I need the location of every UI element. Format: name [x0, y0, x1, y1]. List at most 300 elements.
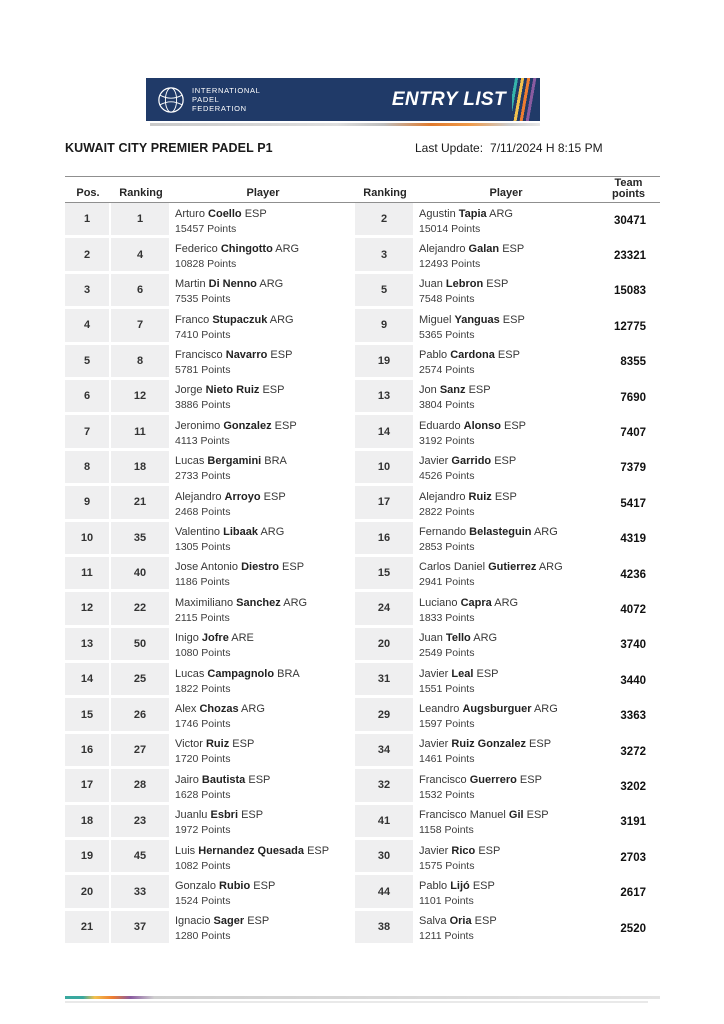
- player-first-name: Juan: [419, 278, 443, 291]
- ranking-cell-left: 45: [111, 840, 171, 875]
- table-row: [65, 522, 660, 557]
- player-first-name: Jorge: [175, 384, 203, 397]
- player-points-value: 1186: [175, 576, 198, 589]
- table-row: [65, 875, 660, 910]
- player-points-value: 1524: [175, 894, 199, 907]
- table-header: [65, 176, 660, 203]
- player-points-value: 2853: [419, 541, 443, 554]
- banner-color-stripes-decoration: [512, 78, 540, 121]
- pos-cell: 8: [65, 451, 111, 486]
- player-name-right: [419, 879, 597, 893]
- player-first-name: Victor: [175, 738, 203, 751]
- player-first-name: Lucas: [175, 455, 205, 468]
- header-banner: [146, 78, 540, 121]
- player-cell-right: [415, 486, 597, 521]
- player-country: ARG: [275, 242, 300, 255]
- player-last-name: Campagnolo: [207, 667, 275, 680]
- player-last-name: Ruiz: [205, 738, 230, 751]
- player-first-name: Leandro: [419, 702, 460, 715]
- player-name-left: [175, 808, 355, 822]
- player-first-name: Gonzalo: [175, 879, 216, 892]
- player-name-left: [175, 277, 355, 291]
- points-suffix: Points: [200, 434, 230, 447]
- last-update: [415, 141, 603, 155]
- pos-cell: 3: [65, 274, 111, 309]
- ranking-cell-left: 11: [111, 415, 171, 450]
- points-suffix: Points: [445, 434, 475, 447]
- ranking-cell-right: 32: [355, 769, 415, 804]
- points-suffix: Points: [445, 364, 475, 377]
- player-last-name: Ruiz: [468, 490, 492, 503]
- ranking-cell-right: 5: [355, 274, 415, 309]
- player-cell-right: [415, 663, 597, 698]
- player-first-name: Carlos Daniel: [419, 561, 486, 574]
- player-first-name: Alejandro: [419, 242, 466, 255]
- player-last-name: Chingotto: [220, 242, 273, 255]
- player-name-right: [419, 383, 597, 397]
- player-country: ARG: [494, 596, 519, 609]
- ranking-cell-left: 12: [111, 380, 171, 415]
- points-suffix: Points: [445, 611, 475, 624]
- player-points-left: [175, 363, 355, 377]
- player-country: ESP: [497, 349, 520, 362]
- points-suffix: Points: [445, 470, 475, 483]
- player-name-left: [175, 773, 355, 787]
- ranking-cell-right: 3: [355, 238, 415, 273]
- player-points-value: 7535: [175, 293, 199, 306]
- player-cell-right: [415, 805, 597, 840]
- ipf-logo: [146, 86, 261, 114]
- player-points-value: 1082: [175, 859, 199, 872]
- ranking-cell-left: 23: [111, 805, 171, 840]
- player-first-name: Jose Antonio: [175, 561, 238, 574]
- player-cell-left: [171, 345, 355, 380]
- pos-cell: 2: [65, 238, 111, 273]
- points-suffix: Points: [200, 576, 230, 589]
- player-points-left: [175, 894, 355, 908]
- ranking-cell-right: 30: [355, 840, 415, 875]
- player-country: ESP: [476, 667, 499, 680]
- player-country: ARE: [231, 632, 254, 645]
- player-name-right: [419, 454, 597, 468]
- player-points-left: [175, 398, 355, 412]
- player-name-left: [175, 631, 355, 645]
- ranking-cell-left: 37: [111, 911, 171, 946]
- points-suffix: Points: [444, 894, 474, 907]
- points-suffix: Points: [201, 541, 231, 554]
- player-country: ESP: [262, 384, 285, 397]
- ranking-cell-right: 10: [355, 451, 415, 486]
- player-name-right: [419, 808, 597, 822]
- player-last-name: Cardona: [450, 349, 495, 362]
- player-first-name: Martin: [175, 278, 206, 291]
- player-last-name: Sanchez: [236, 596, 281, 609]
- points-suffix: Points: [445, 399, 475, 412]
- player-last-name: Gil: [508, 809, 524, 822]
- player-points-value: 1833: [419, 611, 443, 624]
- player-country: ARG: [533, 526, 558, 539]
- player-name-right: [419, 631, 597, 645]
- player-cell-left: [171, 486, 355, 521]
- player-points-left: [175, 257, 355, 271]
- ranking-cell-left: 7: [111, 309, 171, 344]
- player-last-name: Gonzalez: [223, 419, 272, 432]
- footer-gray-line: [65, 1001, 648, 1003]
- player-country: ESP: [529, 738, 552, 751]
- player-cell-left: [171, 309, 355, 344]
- ranking-cell-left: 21: [111, 486, 171, 521]
- player-first-name: Alejandro: [175, 490, 222, 503]
- points-suffix: Points: [201, 824, 231, 837]
- ranking-cell-right: 2: [355, 203, 415, 238]
- team-points-cell: 7690: [620, 391, 646, 404]
- ranking-cell-left: 1: [111, 203, 171, 238]
- table-row: [65, 238, 660, 273]
- banner-underline-decoration: [150, 123, 540, 126]
- player-points-value: 2733: [175, 470, 199, 483]
- player-cell-left: [171, 238, 355, 273]
- player-last-name: Lijó: [450, 879, 470, 892]
- player-cell-right: [415, 345, 597, 380]
- ranking-cell-right: 9: [355, 309, 415, 344]
- player-country: ARG: [489, 207, 513, 220]
- team-points-cell: 4072: [620, 603, 646, 616]
- pos-cell: 11: [65, 557, 111, 592]
- player-last-name: Oria: [449, 915, 472, 928]
- player-first-name: Alejandro: [419, 490, 466, 503]
- points-suffix: Points: [445, 859, 475, 872]
- player-first-name: Valentino: [175, 526, 221, 539]
- player-country: ESP: [468, 384, 491, 397]
- player-last-name: Capra: [460, 596, 492, 609]
- player-name-right: [419, 596, 597, 610]
- table-row: [65, 486, 660, 521]
- player-points-value: 3804: [419, 399, 443, 412]
- tournament-title: KUWAIT CITY PREMIER PADEL P1: [65, 141, 273, 155]
- player-name-left: [175, 914, 355, 928]
- player-name-left: [175, 348, 355, 362]
- pos-cell: 7: [65, 415, 111, 450]
- player-country: ARG: [260, 526, 285, 539]
- player-points-left: [175, 540, 355, 554]
- player-last-name: Augsburguer: [462, 702, 532, 715]
- header-pos: Pos.: [76, 187, 100, 199]
- player-points-right: [419, 823, 597, 837]
- ranking-cell-right: 38: [355, 911, 415, 946]
- player-name-left: [175, 560, 355, 574]
- table-row: [65, 628, 660, 663]
- ranking-cell-left: 22: [111, 592, 171, 627]
- player-points-left: [175, 434, 355, 448]
- team-points-cell: 3740: [620, 639, 646, 652]
- player-points-left: [175, 646, 355, 660]
- player-points-value: 2549: [419, 647, 443, 660]
- player-country: ESP: [526, 809, 549, 822]
- player-points-value: 15014: [419, 222, 449, 235]
- player-points-value: 1532: [419, 788, 443, 801]
- pos-cell: 14: [65, 663, 111, 698]
- player-country: ARG: [241, 702, 265, 715]
- player-name-right: [419, 560, 597, 574]
- player-name-left: [175, 879, 355, 893]
- player-points-value: 2468: [175, 505, 199, 518]
- pos-cell: 17: [65, 769, 111, 804]
- table-row: [65, 769, 660, 804]
- player-points-right: [419, 575, 597, 589]
- points-suffix: Points: [201, 470, 231, 483]
- player-country: ESP: [504, 419, 527, 432]
- pos-cell: 21: [65, 911, 111, 946]
- ipf-org-name-line: INTERNATIONAL: [192, 86, 261, 95]
- ranking-cell-left: 50: [111, 628, 171, 663]
- player-name-right: [419, 242, 597, 256]
- player-points-right: [419, 469, 597, 483]
- player-points-right: [419, 292, 597, 306]
- player-first-name: Juan: [419, 632, 443, 645]
- player-points-value: 1575: [419, 859, 443, 872]
- ranking-cell-right: 17: [355, 486, 415, 521]
- player-cell-left: [171, 415, 355, 450]
- pos-cell: 13: [65, 628, 111, 663]
- player-points-right: [419, 752, 597, 766]
- player-first-name: Luis: [175, 844, 196, 857]
- player-country: ESP: [519, 773, 542, 786]
- player-points-left: [175, 328, 355, 342]
- player-last-name: Galan: [468, 242, 500, 255]
- player-cell-left: [171, 911, 355, 946]
- player-first-name: Juanlu: [175, 809, 208, 822]
- player-points-right: [419, 222, 597, 236]
- player-country: ESP: [474, 915, 497, 928]
- player-cell-right: [415, 415, 597, 450]
- player-points-left: [175, 611, 355, 625]
- ranking-cell-right: 14: [355, 415, 415, 450]
- entry-list-banner-title: ENTRY LIST: [391, 89, 506, 110]
- ranking-cell-right: 34: [355, 734, 415, 769]
- player-points-right: [419, 257, 597, 271]
- player-cell-right: [415, 875, 597, 910]
- player-first-name: Arturo: [175, 207, 205, 220]
- ipf-org-name-line: FEDERATION: [192, 104, 247, 113]
- player-points-left: [175, 469, 355, 483]
- player-cell-left: [171, 663, 355, 698]
- player-points-right: [419, 611, 597, 625]
- player-country: BRA: [277, 667, 300, 680]
- player-cell-left: [171, 734, 355, 769]
- player-last-name: Sager: [213, 915, 245, 928]
- player-cell-left: [171, 805, 355, 840]
- header-player-right: Player: [489, 187, 523, 199]
- player-points-value: 1280: [175, 930, 199, 943]
- player-points-right: [419, 540, 597, 554]
- player-last-name: Jofre: [201, 632, 229, 645]
- header-team-points-line1: Team: [614, 177, 643, 189]
- player-points-value: 1211: [419, 930, 442, 943]
- player-cell-left: [171, 628, 355, 663]
- points-suffix: Points: [451, 257, 481, 270]
- player-first-name: Francisco: [419, 773, 467, 786]
- player-country: ESP: [494, 455, 517, 468]
- ranking-cell-left: 25: [111, 663, 171, 698]
- player-last-name: Tapia: [458, 207, 487, 220]
- team-points-cell: 3272: [620, 745, 646, 758]
- player-cell-right: [415, 911, 597, 946]
- player-name-left: [175, 490, 355, 504]
- ranking-cell-left: 40: [111, 557, 171, 592]
- footer-decoration: [65, 996, 660, 1003]
- ranking-cell-left: 33: [111, 875, 171, 910]
- last-update-value: 7/11/2024 H 8:15 PM: [490, 141, 603, 155]
- player-first-name: Maximiliano: [175, 596, 234, 609]
- points-suffix: Points: [201, 859, 231, 872]
- player-country: ARG: [473, 632, 498, 645]
- player-cell-left: [171, 592, 355, 627]
- table-row: [65, 663, 660, 698]
- player-points-value: 1972: [175, 824, 199, 837]
- player-last-name: Bautista: [201, 773, 246, 786]
- player-country: ESP: [232, 738, 255, 751]
- ranking-cell-left: 18: [111, 451, 171, 486]
- player-points-value: 12493: [419, 257, 449, 270]
- player-cell-right: [415, 557, 597, 592]
- player-first-name: Javier: [419, 738, 449, 751]
- pos-cell: 16: [65, 734, 111, 769]
- points-suffix: Points: [445, 682, 475, 695]
- pos-cell: 15: [65, 698, 111, 733]
- player-name-right: [419, 490, 597, 504]
- player-points-value: 1461: [419, 753, 443, 766]
- player-last-name: Stupaczuk: [212, 313, 268, 326]
- ranking-cell-right: 24: [355, 592, 415, 627]
- team-points-cell: 7379: [620, 462, 646, 475]
- player-country: ESP: [494, 490, 517, 503]
- table-row: [65, 805, 660, 840]
- player-cell-left: [171, 274, 355, 309]
- player-cell-left: [171, 698, 355, 733]
- player-cell-right: [415, 274, 597, 309]
- player-name-right: [419, 313, 597, 327]
- player-name-right: [419, 667, 597, 681]
- ranking-cell-right: 41: [355, 805, 415, 840]
- player-country: ESP: [486, 278, 509, 291]
- player-points-value: 1597: [419, 717, 443, 730]
- points-suffix: Points: [201, 328, 231, 341]
- player-country: ESP: [244, 207, 267, 220]
- player-points-right: [419, 646, 597, 660]
- points-suffix: Points: [445, 647, 475, 660]
- team-points-cell: 3363: [620, 710, 646, 723]
- player-points-value: 1305: [175, 541, 199, 554]
- meta-row: [65, 141, 660, 159]
- player-last-name: Lebron: [445, 278, 484, 291]
- player-country: ESP: [502, 242, 525, 255]
- player-name-left: [175, 667, 355, 681]
- team-points-cell: 4319: [620, 533, 646, 546]
- player-country: ARG: [538, 561, 563, 574]
- player-first-name: Lucas: [175, 667, 205, 680]
- player-first-name: Pablo: [419, 879, 448, 892]
- ranking-cell-right: 16: [355, 522, 415, 557]
- player-points-value: 2941: [419, 576, 443, 589]
- player-points-left: [175, 788, 355, 802]
- player-name-right: [419, 277, 597, 291]
- player-name-right: [419, 844, 597, 858]
- player-cell-right: [415, 592, 597, 627]
- player-points-left: [175, 505, 355, 519]
- player-name-left: [175, 525, 355, 539]
- ranking-cell-left: 4: [111, 238, 171, 273]
- player-points-right: [419, 682, 597, 696]
- points-suffix: Points: [207, 222, 237, 235]
- ranking-cell-right: 15: [355, 557, 415, 592]
- ipf-globe-icon: [157, 86, 185, 114]
- player-last-name: Di Nenno: [208, 278, 257, 291]
- table-row: [65, 451, 660, 486]
- table-row: [65, 415, 660, 450]
- table-row: [65, 840, 660, 875]
- player-last-name: Rubio: [219, 879, 251, 892]
- table-row: [65, 345, 660, 380]
- points-suffix: Points: [201, 682, 231, 695]
- player-first-name: Fernando: [419, 526, 467, 539]
- player-points-value: 1101: [419, 894, 442, 907]
- player-cell-left: [171, 522, 355, 557]
- team-points-cell: 3440: [620, 674, 646, 687]
- player-points-value: 1551: [419, 682, 443, 695]
- player-last-name: Bergamini: [207, 455, 262, 468]
- points-suffix: Points: [201, 788, 231, 801]
- player-last-name: Arroyo: [224, 490, 261, 503]
- points-suffix: Points: [445, 788, 475, 801]
- team-points-cell: 7407: [620, 427, 646, 440]
- player-points-value: 1746: [175, 717, 199, 730]
- points-suffix: Points: [201, 293, 231, 306]
- table-row: [65, 309, 660, 344]
- table-row: [65, 203, 660, 238]
- points-suffix: Points: [444, 930, 474, 943]
- player-name-right: [419, 737, 597, 751]
- player-points-left: [175, 717, 355, 731]
- player-points-left: [175, 682, 355, 696]
- player-name-left: [175, 207, 355, 221]
- player-points-left: [175, 292, 355, 306]
- team-points-cell: 23321: [614, 250, 646, 263]
- player-country: ESP: [263, 490, 286, 503]
- player-last-name: Alonso: [463, 419, 501, 432]
- player-country: ESP: [502, 313, 525, 326]
- ranking-cell-right: 29: [355, 698, 415, 733]
- player-points-value: 1720: [175, 753, 199, 766]
- player-last-name: Yanguas: [454, 313, 500, 326]
- player-first-name: Franco: [175, 313, 210, 326]
- player-name-left: [175, 313, 355, 327]
- header-team-points-line2: points: [612, 188, 645, 200]
- player-country: ESP: [307, 844, 330, 857]
- player-last-name: Gutierrez: [488, 561, 537, 574]
- points-suffix: Points: [207, 257, 237, 270]
- points-suffix: Points: [445, 328, 475, 341]
- team-points-cell: 5417: [620, 497, 646, 510]
- player-country: ARG: [533, 702, 558, 715]
- ranking-cell-left: 35: [111, 522, 171, 557]
- player-first-name: Ignacio: [175, 915, 211, 928]
- player-points-left: [175, 929, 355, 943]
- header-player-left: Player: [246, 187, 280, 199]
- pos-cell: 19: [65, 840, 111, 875]
- player-cell-left: [171, 451, 355, 486]
- player-country: ESP: [472, 879, 495, 892]
- ipf-org-name: [192, 86, 261, 113]
